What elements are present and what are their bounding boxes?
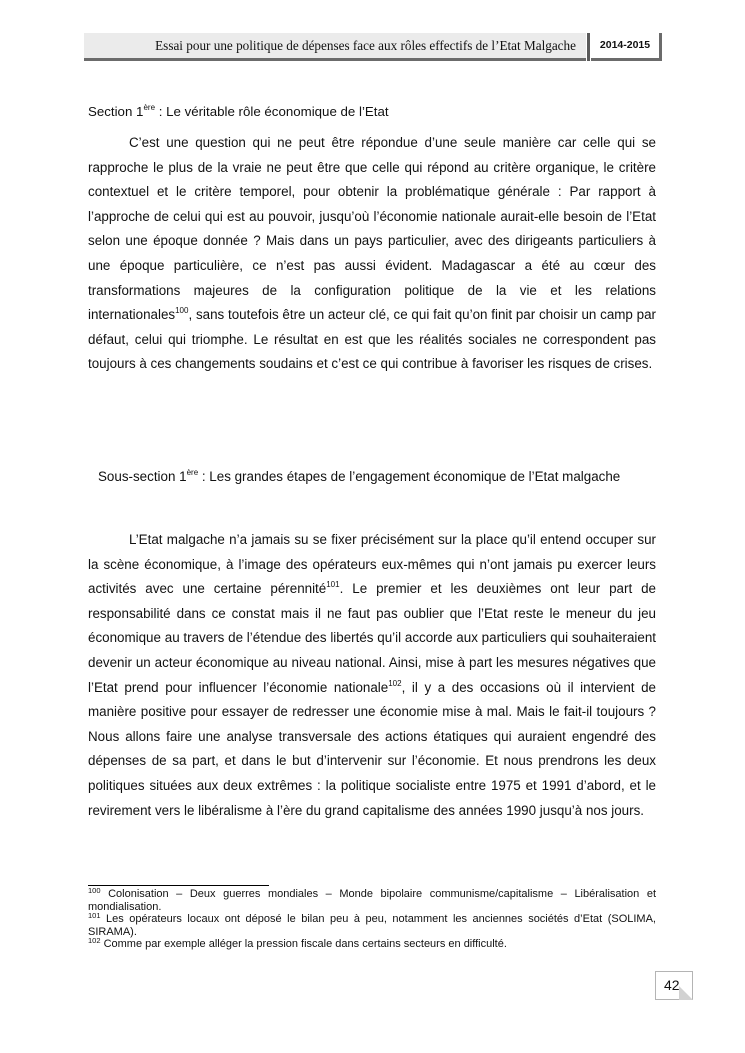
footnote-ref-100: 100	[175, 306, 189, 316]
footnote-ref-101: 101	[326, 580, 340, 590]
footnote-separator	[88, 885, 269, 886]
footnotes	[88, 888, 656, 951]
paragraph-2-text-a: L’Etat malgache n’a jamais su se fixer précisément sur la place qu’il entend occuper sur la scène économique, à l’image des opérateurs eux-mêmes qui n’ont jamais pu exercer leurs activités avec une certaine pérennité	[88, 532, 656, 597]
paragraph-1-text-b: , sans toutefois être un acteur clé, ce qui fait qu’on finit par choisir un camp par défaut, celui qui triomphe. Le résultat en est que les réalités sociales ne correspondent pas toujours à ces changements soudains et c’est ce qui contribue à favoriser les risques de crises.	[88, 307, 656, 372]
paragraph-1	[88, 131, 656, 377]
paragraph-2-text-b: . Le premier et les deuxièmes ont leur part de responsabilité dans ce constat mais il ne faut pas oublier que l’Etat reste le meneur du jeu économique au travers de l’étendue des libertés qu’il accorde aux particuliers qui souhaiteraient devenir un acteur économique au niveau national. Ainsi, mise à part les mesures négatives que l’Etat prend pour influencer l’économie nationale	[88, 581, 656, 695]
paragraph-1-text-a: C’est une question qui ne peut être répondue d’une seule manière car celle qui se rapproche le plus de la vraie ne peut être que celle qui répond au critère organique, le critère contextuel et le critère temporel, pour obtenir la problématique générale : Par rapport à l’approche de celui qui est au pouvoir, jusqu’où l’économie nationale aurait-elle besoin de l’Etat selon une époque donnée ? Mais dans un pays particulier, avec des dirigeants particuliers à une époque particulière, ce n’est pas aussi évident. Madagascar a été au cœur des transformations majeures de la configuration politique de la vie et les relations internationales	[88, 135, 656, 323]
section-sup: ère	[143, 103, 156, 112]
page-corner-fold-icon	[679, 986, 693, 1000]
footnote-number: 101	[88, 911, 101, 921]
header-title: Essai pour une politique de dépenses face aux rôles effectifs de l’Etat Malgache	[84, 33, 586, 61]
footnote-text: Les opérateurs locaux ont déposé le bilan peu à peu, notamment les anciennes sociétés d’Etat (SOLIMA, SIRAMA).	[88, 913, 656, 938]
footnote-101	[88, 913, 656, 938]
subsection-heading	[88, 465, 656, 490]
footnote-102	[88, 938, 656, 951]
page-header	[84, 33, 662, 63]
paragraph-2	[88, 528, 656, 823]
section-label: Section 1	[88, 104, 144, 119]
subsection-sup: ère	[186, 468, 199, 477]
paragraph-2-text-c: , il y a des occasions où il intervient de manière positive pour essayer de redresser une économie mise à mal. Mais le fait-il toujours ? Nous allons faire une analyse transversale des actions étatiques qui auraient engendré des dépenses de sa part, et dans le but d’intervenir sur l’économie. Et nous prendrons les deux politiques situées aux deux extrêmes : la politique socialiste entre 1975 et 1991 d’abord, et le revirement vers le libéralisme à l’ère du grand capitalisme des années 1990 jusqu’à nos jours.	[88, 679, 656, 818]
footnote-text: Colonisation – Deux guerres mondiales – Monde bipolaire communisme/capitalisme – Libéralisation et mondialisation.	[88, 888, 656, 913]
subsection-title: : Les grandes étapes de l’engagement économique de l’Etat malgache	[198, 469, 621, 484]
subsection-label: Sous-section 1	[98, 469, 187, 484]
footnote-number: 102	[88, 936, 101, 946]
footnote-text: Comme par exemple alléger la pression fiscale dans certains secteurs en difficulté.	[100, 938, 507, 951]
header-divider	[587, 33, 590, 61]
footnote-number: 100	[88, 886, 101, 895]
footnote-ref-102: 102	[388, 678, 402, 688]
header-year: 2014-2015	[591, 33, 662, 61]
section-heading	[88, 102, 389, 121]
footnote-100	[88, 888, 656, 913]
page-number: 42	[655, 971, 693, 1000]
section-title: : Le véritable rôle économique de l’Etat	[155, 104, 389, 119]
